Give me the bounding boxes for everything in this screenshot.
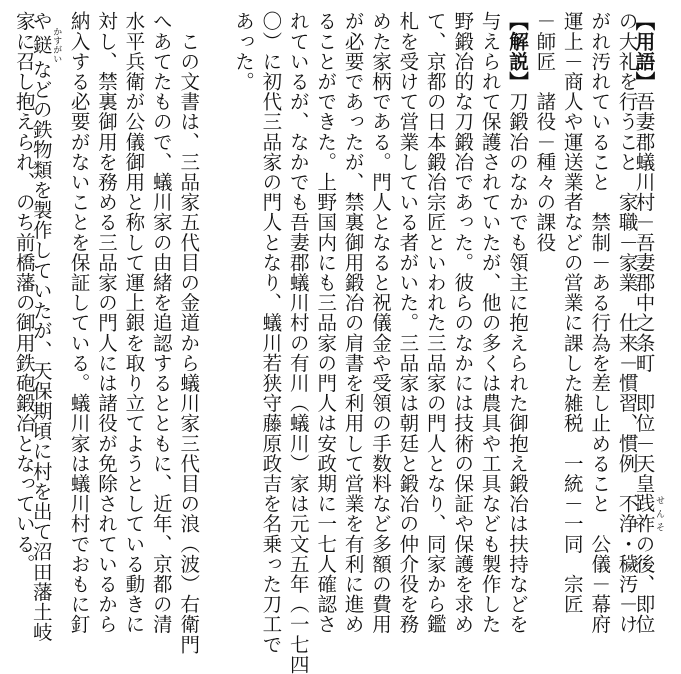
- text-column: [587, 11, 612, 635]
- ruby-annotation: 践祚せんそ: [632, 493, 664, 534]
- text-column: [505, 11, 527, 634]
- text-column: [423, 11, 445, 634]
- text-column: [258, 11, 283, 655]
- column-text: －師匠 諸役－種々の課役: [533, 11, 557, 253]
- column-text: 野鍛冶的な刀鍛冶であった。彼らのなかには技術の保証や保護を求め: [451, 11, 475, 635]
- column-text: 家に召し抱えられ、のち前橋藩の御用鉄砲鍛冶となっている。: [12, 11, 36, 574]
- column-text: 〇）に初代三品家の門人となり、蟻川若狭守藤原政吉を名乗った刀工で: [259, 11, 283, 655]
- column-text: がれ汚れていること 禁制－ある行為を差し止めること 公儀－幕府: [588, 11, 612, 635]
- column-text: て、京都の日本鍛冶宗匠といわれた三品家の門人となり、同家から鑑: [423, 11, 447, 635]
- column-text: 与えられて保護されていたが、他の多くは農具や工具なども製作した: [478, 11, 502, 635]
- text-column: [313, 11, 338, 635]
- text-column: [94, 11, 116, 634]
- column-text: 刀鍛冶のなかでも領主に抱えられた御抱え鍛冶は扶持などを: [506, 91, 529, 635]
- column-text: あった。: [232, 11, 255, 92]
- text-column: [395, 11, 420, 635]
- text-column: [231, 11, 253, 91]
- text-column: [532, 11, 557, 253]
- text-column: [149, 11, 171, 634]
- column-text: 運上－商人や運送業者などの営業に課した雑税 一統－一同 宗匠: [560, 11, 584, 614]
- text-column: [67, 11, 89, 634]
- column-text: この文書は、三品家五代目の金道から蟻川家三代目の浪（波）右衛門: [177, 11, 201, 655]
- column-text: 札を受けて営業している者がいた。三品家は朝廷と鍛冶の仲介役を務: [396, 11, 420, 635]
- column-text: が必要であったが、禁裏御用鍛冶の肩書を利用して営業を有利に進め: [341, 11, 365, 635]
- glossary-heading: 【用語】: [632, 11, 656, 92]
- text-column: [286, 11, 308, 674]
- column-text: ることができた。上野国内にも三品家の門人は安政期に一七人確認さ: [314, 11, 338, 635]
- column-text: 水平兵衛が公儀御用と称して運上銀を取り立てようとしている動きに: [122, 11, 146, 635]
- column-text: 納入する必要がないことを保証している。蟻川家は蟻川村でおもに釘: [67, 11, 91, 635]
- text-column: [560, 11, 582, 614]
- text-column: [29, 11, 62, 642]
- ruby-reading: かすがい: [51, 27, 62, 64]
- ruby-reading: せんそ: [654, 493, 664, 534]
- text-column: [478, 11, 500, 634]
- text-column: [632, 11, 664, 635]
- text-column: [450, 11, 475, 635]
- ruby-annotation: 鎹かすがい: [29, 27, 62, 64]
- text-column: [615, 11, 637, 634]
- text-column: [121, 11, 146, 635]
- text-column: [176, 11, 201, 655]
- text-column: [368, 11, 390, 634]
- column-text: れているが、なかでも吾妻郡蟻川村の有川（蟻川）家は元文五年（一七四: [286, 11, 310, 674]
- column-text: へあてたもので、蟻川家の由緒を追認するとともに、近年、京都の清: [149, 11, 173, 635]
- column-text: の大礼を行うこと 家職－家業 仕来－慣習、慣例 不浄・穢汚－け: [615, 11, 639, 635]
- column-text: 対し、禁裏御用を務める三品家の門人には諸役が免除されているから: [95, 11, 118, 635]
- text-column: [12, 11, 34, 574]
- column-text: めた家柄である。門人となると祝儀金や受領の手数料など多額の費用: [369, 11, 392, 635]
- commentary-heading: 【解説】: [506, 11, 529, 92]
- column-text: や鎹かすがいなどの鉄物類を製作していたが、天保期頃に村を出て沼田藩土岐: [29, 11, 62, 642]
- text-column: [341, 11, 363, 634]
- column-text: 吾妻郡蟻川村－吾妻郡中之条町 即位－天皇践祚せんその後、即位: [632, 91, 664, 635]
